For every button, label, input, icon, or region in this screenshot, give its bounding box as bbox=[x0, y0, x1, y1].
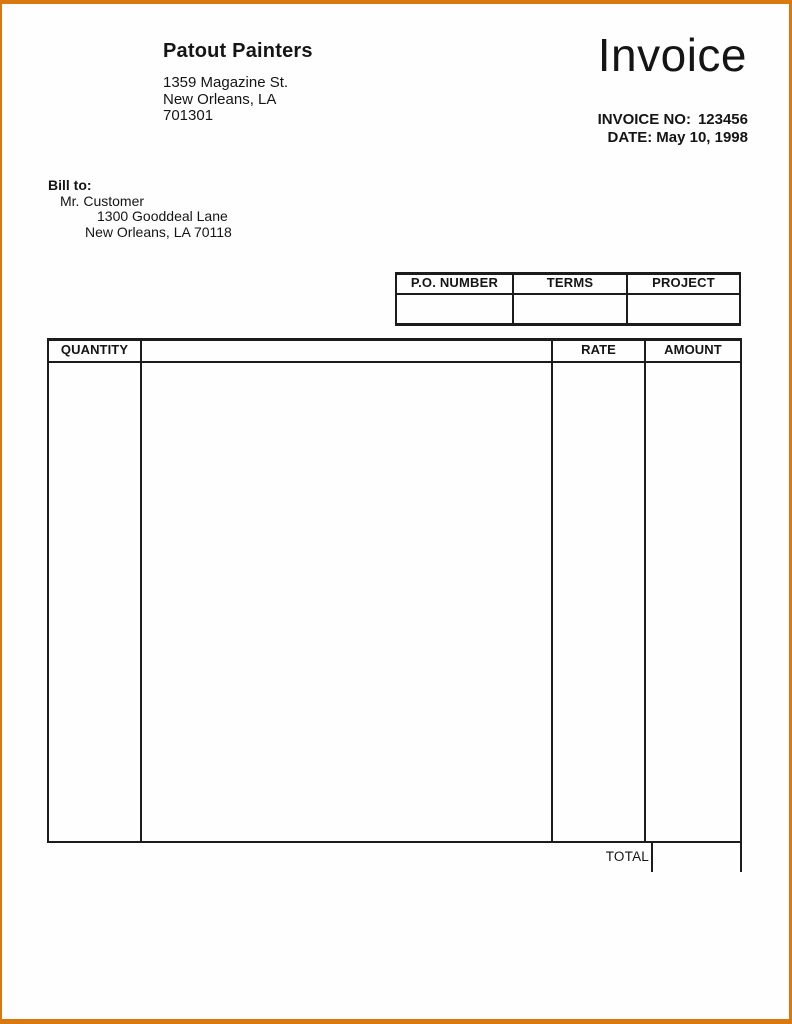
company-address-line-3: 701301 bbox=[163, 107, 214, 124]
po-table bbox=[395, 272, 741, 326]
po-number-cell bbox=[397, 295, 514, 323]
company-address-line-1: 1359 Magazine St. bbox=[163, 74, 289, 91]
quantity-column bbox=[49, 363, 142, 841]
items-table-header-row bbox=[49, 341, 740, 363]
bill-to-address-line-1: 1300 Gooddeal Lane bbox=[97, 208, 228, 224]
bill-to-block bbox=[48, 178, 232, 240]
po-number-header: P.O. NUMBER bbox=[397, 275, 514, 293]
invoice-number-row bbox=[598, 111, 748, 129]
po-table-value-row bbox=[397, 295, 739, 323]
total-label: TOTAL bbox=[605, 849, 649, 864]
bill-to-label: Bill to: bbox=[48, 177, 92, 193]
bill-to-address-line-2: New Orleans, LA 70118 bbox=[85, 223, 232, 240]
total-amount-cell bbox=[651, 843, 742, 872]
invoice-number-value: 123456 bbox=[697, 111, 748, 128]
company-address bbox=[163, 75, 313, 125]
rate-header: RATE bbox=[553, 341, 646, 361]
items-table bbox=[47, 338, 742, 843]
terms-header: TERMS bbox=[514, 275, 628, 293]
description-header bbox=[142, 341, 553, 361]
company-block bbox=[163, 40, 313, 125]
terms-cell bbox=[514, 295, 628, 323]
amount-header: AMOUNT bbox=[664, 342, 722, 357]
invoice-meta bbox=[598, 111, 748, 146]
invoice-title: Invoice bbox=[597, 29, 747, 81]
bill-to-name: Mr. Customer bbox=[60, 192, 145, 209]
invoice-date-row bbox=[598, 129, 748, 147]
items-table-body bbox=[49, 363, 740, 841]
project-header: PROJECT bbox=[652, 275, 715, 290]
company-address-line-2: New Orleans, LA bbox=[163, 90, 277, 108]
invoice-date-value: May 10, 1998 bbox=[656, 128, 748, 146]
amount-column bbox=[646, 363, 740, 841]
rate-column bbox=[553, 363, 646, 841]
po-table-header-row bbox=[397, 275, 739, 295]
invoice-number-label: INVOICE NO: bbox=[597, 111, 691, 128]
company-name: Patout Painters bbox=[163, 40, 313, 62]
description-column bbox=[142, 363, 553, 841]
project-cell bbox=[628, 295, 739, 323]
quantity-header: QUANTITY bbox=[49, 341, 142, 361]
invoice-date-label: DATE: bbox=[607, 128, 653, 146]
